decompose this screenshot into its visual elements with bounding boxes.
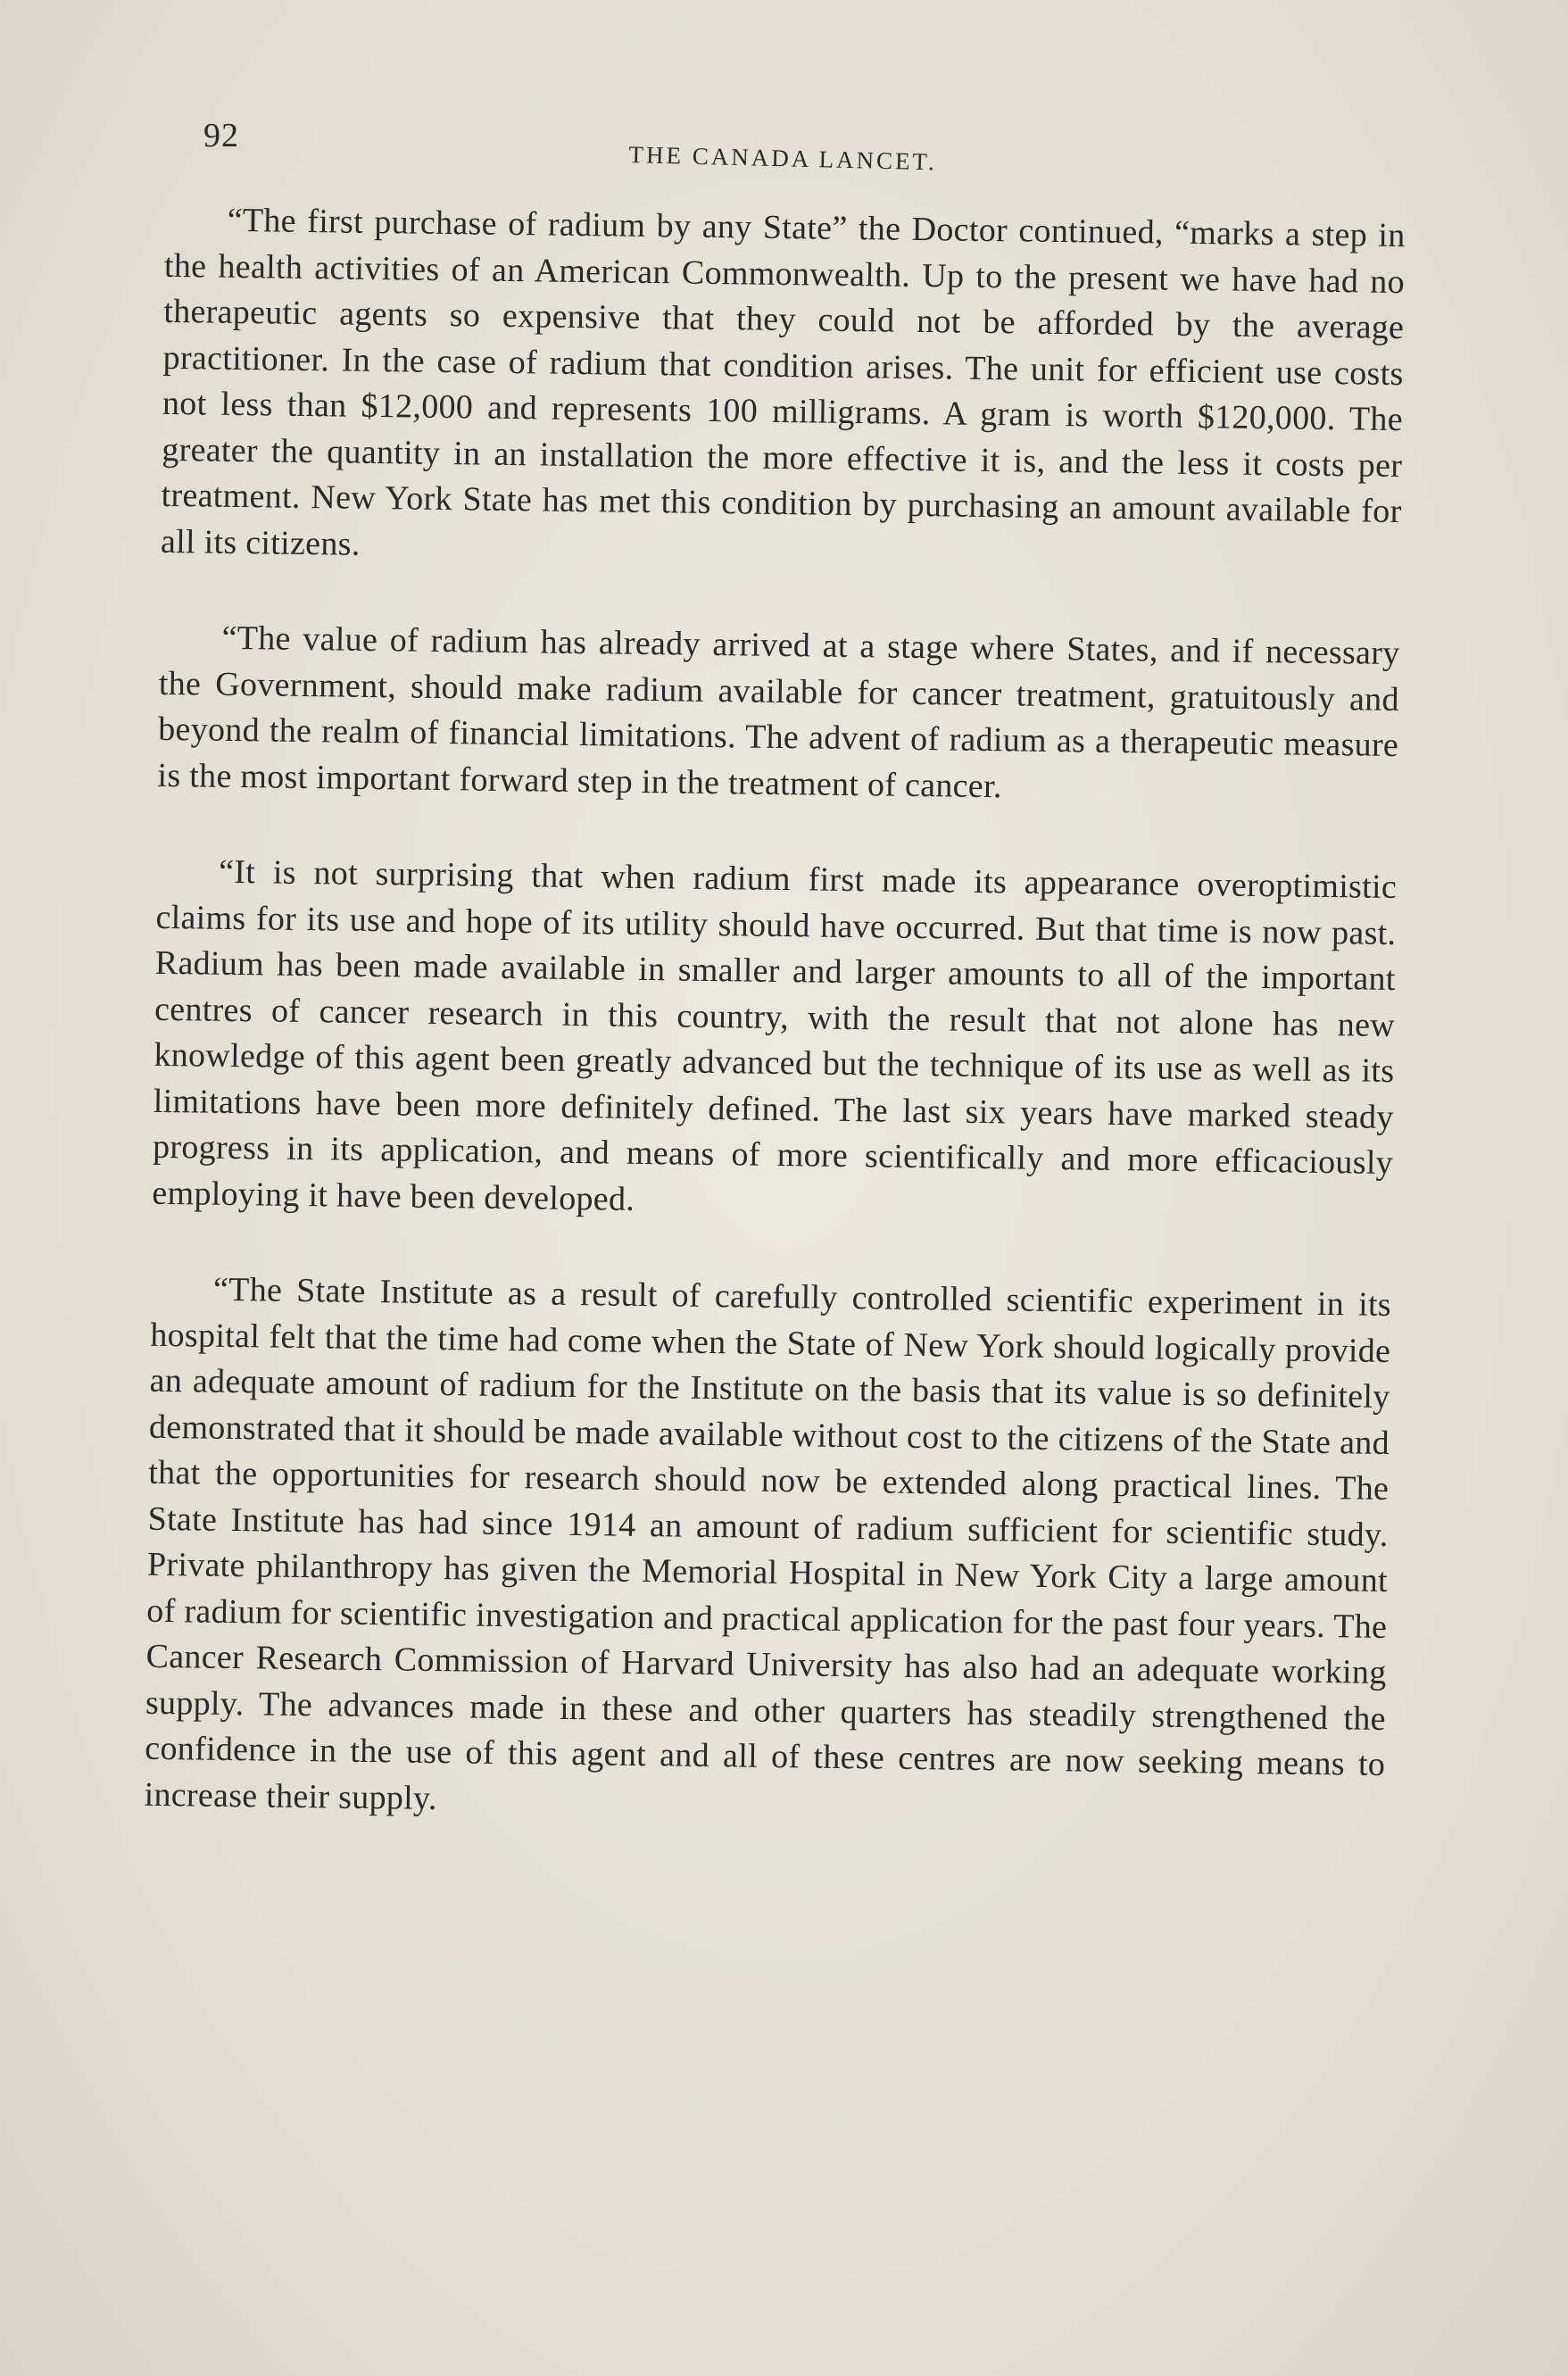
page-number: 92 — [203, 117, 239, 154]
paragraph-3: “It is not surprising that when radium first made its appearance overoptimistic claims for its use and hope of its utility should have occurred. But that time is now past. Radium has been made available in smaller and larger amounts to all of the important centres of cancer research in this country, with the result that not alone has new knowledge of this agent been greatly advanced but the technique of its use as well as its limitations have been more definitely defined. The last six years have marked steady progress in its application, and means of more scientifically and more efficaciously employing it have been developed. — [152, 852, 1398, 1218]
paragraph-2: “The value of radium has already arrived at a stage where States, and if necessary the Government, should make radium available for cancer treatment, gratuitously and beyond the realm of financial limitations. The advent of radium as a therapeutic measure is the most important forward step in the treatment of cancer. — [157, 619, 1400, 805]
body-text — [144, 197, 1406, 1884]
paragraph-1: “The first purchase of radium by any State” the Doctor continued, “marks a step in the health activities of an American Commonwealth. Up to the present we have had no therapeutic agents so expensive that they could not be afforded by the average practitioner. In the case of radium that condition arises. The unit for efficient use costs not less than $12,000 and represents 100 milligrams. A gram is worth $120,000. The greater the quantity in an installation the more effective it is, and the less it costs per treatment. New York State has met this condition by purchasing an amount available for all its citizens. — [160, 201, 1406, 563]
running-head: THE CANADA LANCET. — [628, 141, 938, 176]
paragraph-4: “The State Institute as a result of carefully controlled scientific experiment in its hospital felt that the time had come when the State of New York should logically provide an adequate amount of radium for the Institute on the basis that its value is so definitely demonstrated that it should be made available without cost to the citizens of the State and that the opportunities for research should now be extended along practical lines. The State Institute has had since 1914 an amount of radium sufficient for scientific study. Private philanthropy has given the Memorial Hospital in New York City a large amount of radium for scientific investigation and practical application for the past four years. The Cancer Research Commission of Harvard University has also had an adequate working supply. The advances made in these and other quarters has steadily strengthened the confidence in the use of this agent and all of these centres are now seeking means to increase their supply. — [144, 1270, 1392, 1817]
